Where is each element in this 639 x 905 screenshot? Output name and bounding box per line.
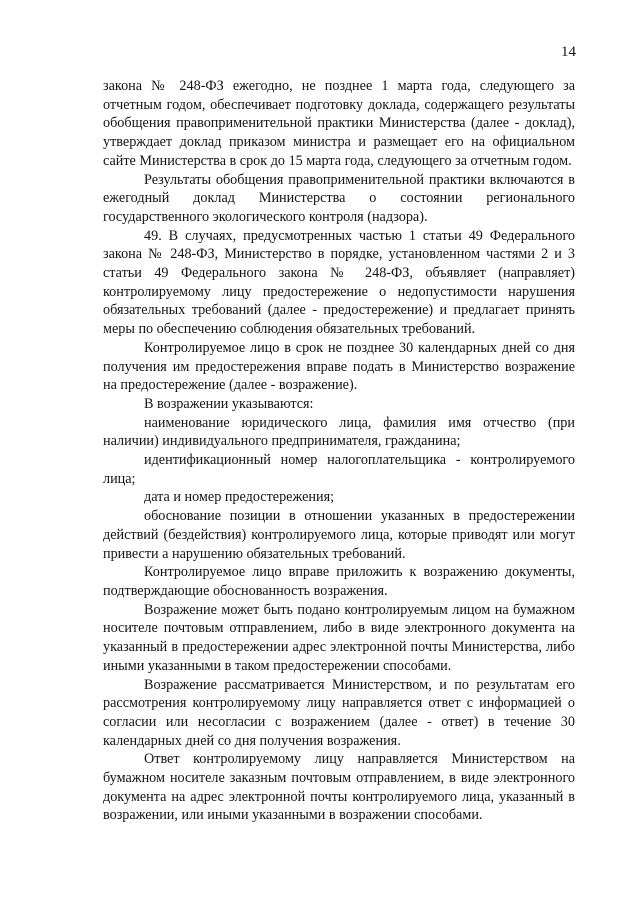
paragraph-response-delivery: Ответ контролируемому лицу направляется Министерством на бумажном носителе заказным почтовым отправлением, в виде электронного документа на адрес электронной почты контролируемого лица, указанный в возражении, или иными указанными в возражении способами. [103, 751, 575, 824]
body-text [103, 77, 575, 825]
paragraph-review-response: Возражение рассматривается Министерством, и по результатам его рассмотрения контролируемому лицу направляется ответ с информацией о согласии или несогласии с возражением (далее - ответ) в течение 30 календарных дней со дня получения возражения. [103, 676, 575, 749]
paragraph-item-name: наименование юридического лица, фамилия имя отчество (при наличии) индивидуального предпринимателя, гражданина; [103, 414, 575, 450]
paragraph-submission-methods: Возражение может быть подано контролируемым лицом на бумажном носителе почтовым отправлением, либо в виде электронного документа на указанный в предостережении адрес электронной почты Министерства, либо иными указанными в таком предостережении способами. [103, 601, 575, 674]
paragraph-law-248-report: закона № 248-ФЗ ежегодно, не позднее 1 марта года, следующего за отчетным годом, обеспечивает подготовку доклада, содержащего результаты обобщения правоприменительной практики Министерства (далее - доклад), утверждает доклад приказом министра и размещает его на официальном сайте Министерства в срок до 15 марта года, следующего за отчетным годом. [103, 78, 575, 169]
paragraph-attach-documents: Контролируемое лицо вправе приложить к возражению документы, подтверждающие обоснованность возражения. [103, 564, 575, 599]
page-number: 14 [561, 44, 576, 60]
paragraph-49-warning: 49. В случаях, предусмотренных частью 1 статьи 49 Федерального закона № 248-ФЗ, Министерство в порядке, установленном частями 2 и 3 статьи 49 Федерального закона № 248-ФЗ, объявляет (направляет) контролируемому лицу предостережение о недопустимости нарушения обязательных требований (далее - предостережение) и предлагает принять меры по обеспечению соблюдения обязательных требований. [103, 227, 575, 338]
paragraph-item-justification: обоснование позиции в отношении указанных в предостережении действий (бездействия) контролируемого лица, которые приводят или могут привести а нарушению обязательных требований. [103, 508, 575, 562]
paragraph-objection-contents-heading: В возражении указываются: [144, 395, 314, 412]
paragraph-item-date-number: дата и номер предостережения; [144, 489, 335, 506]
paragraph-item-tax-id: идентификационный номер налогоплательщика - контролируемого лица; [103, 452, 575, 487]
paragraph-objection-deadline: Контролируемое лицо в срок не позднее 30 календарных дней со дня получения им предостережения вправе подать в Министерство возражение на предостережение (далее - возражение). [103, 339, 575, 394]
paragraph-results-included: Результаты обобщения правоприменительной практики включаются в ежегодный доклад Министерства о состоянии регионального государственного экологического контроля (надзора). [103, 171, 575, 225]
